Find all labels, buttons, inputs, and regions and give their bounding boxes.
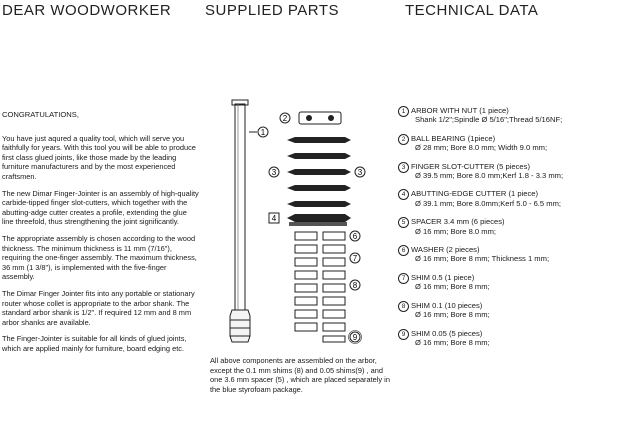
technical-data-list (398, 106, 638, 356)
item-spec: Ø 16 mm; Bore 8 mm; (415, 310, 490, 320)
intro-paragraph-4: The Dimar Finger Jointer fits into any portable or stationary router whose collet is appropriate to the arbor shank. The standard arbor shank is 1/2". If required 12 mm and 8 mm arbor shanks are available. (2, 288, 195, 327)
header-dear-woodworker: DEAR WOODWORKER (2, 2, 172, 19)
svg-text:2: 2 (282, 114, 288, 123)
intro-paragraph-3: The appropriate assembly is chosen according to the wood thickness. The minimum thickness is 11 mm (7/16"), requiring the one-finger assembly. The maximum thickness, 36 mm (1 3/8"), is implemented with the five-finger assembly. (2, 233, 197, 282)
callout-8 (350, 280, 360, 290)
item-spec: Ø 16 mm; Bore 8 mm; (415, 337, 490, 347)
callout-1 (258, 127, 268, 137)
callout-9 (349, 331, 362, 344)
intro-column (2, 110, 200, 360)
abutting-edge-cutter-drawing (287, 214, 351, 226)
intro-paragraph-2: The new Dimar Finger-Jointer is an assembly of high-quality carbide-tipped finger slot-cutters, which together with the abutting-adge cutter creates a profile, extending the glue line threefold, thus strengthening the joint significantly. (2, 188, 199, 227)
intro-paragraph-5: The Finger-Jointer is suitable for all kinds of glued joints, which are applied mainly for furniture, board edging etc. (2, 334, 187, 353)
supplied-parts-illustration (205, 90, 395, 352)
callout-2 (280, 113, 290, 123)
tech-item-spacer (398, 217, 638, 236)
parts-assembly-note: All above components are assembled on the arbor, except the 0.1 mm shims (8) and 0.05 shims(9) , and one 3.6 mm spacer (5) , which are placed separately in the blue styrofoam package. (210, 356, 390, 394)
item-number: 8 (398, 301, 409, 312)
item-name: ARBOR WITH NUT (1 piece) (411, 106, 509, 115)
tech-item-ball-bearing (398, 134, 638, 153)
svg-text:9: 9 (352, 333, 358, 342)
callout-7 (350, 253, 360, 263)
item-name: ABUTTING-EDGE CUTTER (1 piece) (411, 189, 538, 199)
spacer-washer-shim-drawings (295, 232, 345, 342)
item-spec: Shank 1/2";Spindle Ø 5/16";Thread 5/16NF; (415, 115, 563, 125)
tech-item-arbor (398, 106, 638, 125)
item-spec: Ø 28 mm; Bore 8.0 mm; Width 9.0 mm; (415, 143, 548, 153)
item-spec: Ø 16 mm; Bore 8 mm; (415, 282, 490, 292)
item-name: SHIM 0.5 (1 piece) (411, 272, 475, 282)
item-spec: Ø 39.1 mm; Bore 8.0mm;Kerf 5.0 - 6.5 mm; (415, 198, 562, 208)
tech-item-abutting-edge-cutter (398, 189, 638, 208)
item-number: 6 (398, 245, 409, 256)
tech-item-finger-slot-cutter (398, 162, 638, 181)
header-technical-data: TECHNICAL DATA (405, 2, 539, 19)
svg-text:4: 4 (271, 214, 277, 223)
item-number: 9 (398, 329, 409, 340)
callout-3b (355, 167, 365, 177)
item-number: 1 (398, 106, 409, 117)
ball-bearing-drawing (299, 112, 341, 124)
arbor-with-nut-drawing (230, 100, 257, 342)
item-spec: Ø 16 mm; Bore 8.0 mm; (415, 226, 497, 236)
svg-text:7: 7 (352, 254, 358, 263)
tech-item-shim-05 (398, 273, 638, 292)
svg-text:6: 6 (352, 232, 358, 241)
item-name: SHIM 0.1 (10 pieces) (411, 300, 483, 310)
item-number: 4 (398, 189, 409, 200)
header-supplied-parts: SUPPLIED PARTS (205, 2, 339, 19)
item-spec: Ø 16 mm; Bore 8 mm; Thickness 1 mm; (415, 254, 550, 264)
finger-slot-cutter-drawings (287, 137, 351, 207)
svg-text:3: 3 (271, 168, 277, 177)
congratulations-heading: CONGRATULATIONS, (2, 110, 79, 119)
item-name: FINGER SLOT-CUTTER (5 pieces) (411, 161, 530, 171)
item-name: SHIM 0.05 (5 pieces) (411, 328, 483, 338)
item-number: 5 (398, 217, 409, 228)
item-name: BALL BEARING (1piece) (411, 133, 496, 143)
svg-text:3: 3 (357, 168, 363, 177)
callout-4 (269, 213, 279, 223)
item-number: 2 (398, 134, 409, 145)
item-name: SPACER 3.4 mm (6 pieces) (411, 217, 505, 227)
item-number: 3 (398, 162, 409, 173)
item-number: 7 (398, 273, 409, 284)
callout-3a (269, 167, 279, 177)
callout-6 (350, 231, 360, 241)
intro-paragraph-1: You have just aqured a quality tool, which will serve you faithfully for years. With this tool you will be able to produce first class glued joints, like those made by the leading furniture manufacturers and by the most experienced craftsmen. (2, 133, 196, 181)
tech-item-shim-01 (398, 301, 638, 320)
tech-item-washer (398, 245, 638, 264)
tech-item-shim-005 (398, 329, 638, 348)
item-name: WASHER (2 pieces) (411, 245, 480, 255)
item-spec: Ø 39.5 mm; Bore 8.0 mm;Kerf 1.8 - 3.3 mm; (415, 171, 564, 181)
svg-text:8: 8 (352, 281, 358, 290)
svg-text:1: 1 (260, 128, 266, 137)
